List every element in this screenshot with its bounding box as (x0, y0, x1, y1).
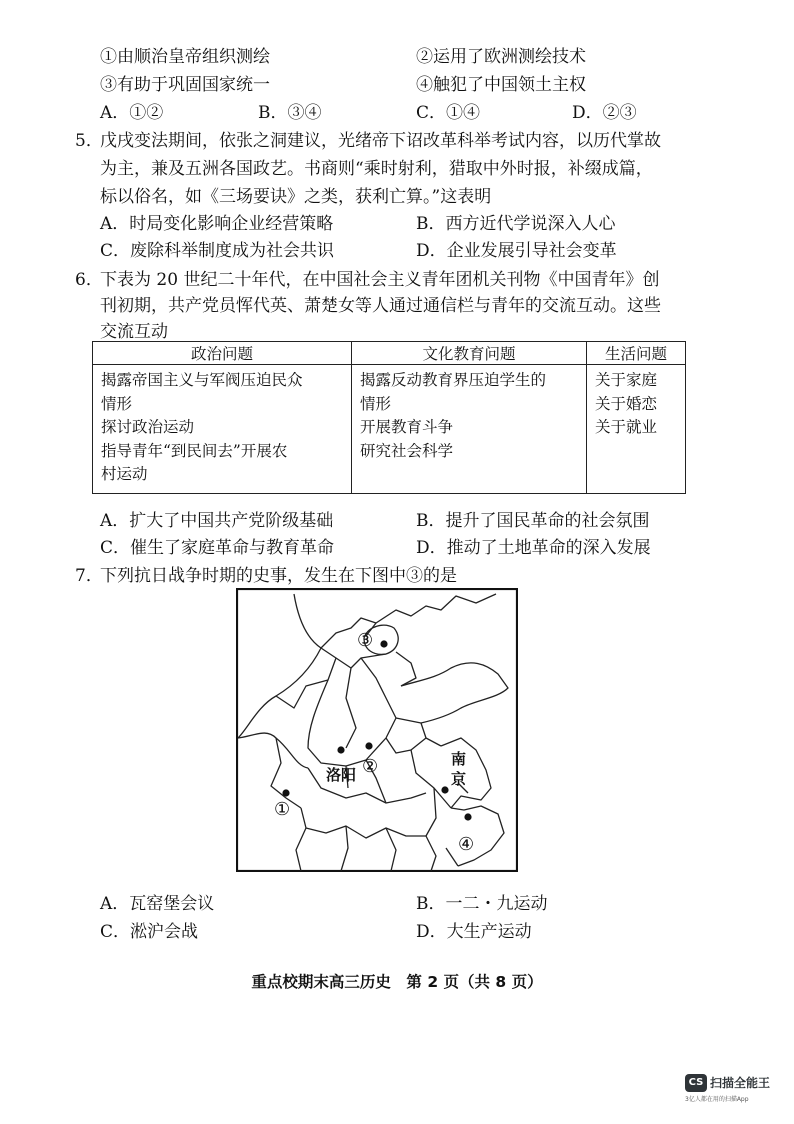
q5-option-d[interactable]: D．企业发展引导社会变革 (416, 241, 617, 261)
table-header-life: 生活问题 (587, 342, 686, 365)
q5-option-c[interactable]: C．废除科举制度成为社会共识 (100, 241, 335, 261)
table-cell-life (587, 365, 686, 494)
table-header-politics: 政治问题 (93, 342, 352, 365)
cell-line: 关于就业 (595, 418, 658, 436)
cell-line: 村运动 (101, 465, 148, 483)
map-label-nanjing-2: 京 (451, 770, 467, 788)
map-point-nanjing (441, 786, 448, 793)
camscanner-logo-icon: CS (685, 1074, 707, 1092)
map-label-nanjing-1: 南 (451, 750, 467, 768)
q7-stem-line-1: 下列抗日战争时期的史事，发生在下图中③的是 (100, 566, 457, 586)
map-point-luoyang (337, 746, 344, 753)
q4-option-b[interactable]: B．③④ (258, 103, 322, 123)
cell-line: 探讨政治运动 (101, 418, 195, 436)
cell-line: 情形 (101, 394, 133, 413)
q5-number: 5． (75, 131, 103, 151)
q5-stem-line-1: 戊戌变法期间，依张之洞建议，光绪帝下诏改革科举考试内容，以历代掌故 (100, 131, 661, 151)
cell-line: 关于婚恋 (595, 394, 658, 413)
q5-stem-line-3: 标以俗名，如《三场要诀》之类，获利亡算。”这表明 (100, 187, 492, 207)
table-cell-culture-education (352, 365, 587, 494)
q6-stem-line-1: 下表为 20 世纪二十年代，在中国社会主义青年团机关刊物《中国青年》创 (100, 270, 660, 290)
scanner-tagline: 3亿人都在用的扫描App (685, 1096, 749, 1103)
q6-table (92, 341, 686, 494)
cell-line: 关于家庭 (595, 371, 658, 389)
table-cell-politics (93, 365, 352, 494)
q5-option-b[interactable]: B．西方近代学说深入人心 (416, 214, 616, 234)
q7-option-a[interactable]: A．瓦窑堡会议 (100, 894, 215, 914)
cell-line: 研究社会科学 (360, 441, 454, 460)
q7-number: 7． (75, 566, 103, 586)
map-point-2 (365, 742, 372, 749)
q6-number: 6． (75, 270, 103, 290)
q4-statement-2: ②运用了欧洲测绘技术 (416, 47, 586, 67)
q7-option-b[interactable]: B．一二・九运动 (416, 894, 548, 914)
map-label-3: ③ (357, 630, 374, 651)
map-point-4 (464, 813, 471, 820)
map-frame (237, 589, 517, 871)
q7-map (236, 588, 518, 872)
q4-statement-1: ①由顺治皇帝组织测绘 (100, 47, 270, 67)
cell-line: 揭露反动教育界压迫学生的 (360, 371, 547, 389)
table-header-row (93, 342, 686, 365)
q5-stem-line-2: 为主，兼及五洲各国政艺。书商则“乘时射利，猎取中外时报，补缀成篇， (100, 159, 653, 179)
table-row (93, 365, 686, 494)
cell-line: 情形 (360, 394, 392, 413)
scanner-app-name: 扫描全能王 (710, 1076, 771, 1090)
q4-statement-3: ③有助于巩固国家统一 (100, 75, 270, 95)
map-label-luoyang: 洛阳 (326, 766, 357, 784)
q6-option-d[interactable]: D．推动了土地革命的深入发展 (416, 538, 651, 558)
q4-statement-4: ④触犯了中国领土主权 (416, 75, 586, 95)
map-label-1: ① (274, 799, 291, 820)
cell-line: 揭露帝国主义与军阀压迫民众 (101, 371, 303, 389)
q7-option-c[interactable]: C．淞沪会战 (100, 922, 199, 942)
q6-stem-line-2: 刊初期，共产党员恽代英、萧楚女等人通过通信栏与青年的交流互动。这些 (100, 296, 661, 316)
map-point-3 (380, 640, 387, 647)
table-header-culture-education: 文化教育问题 (352, 342, 587, 365)
q6-option-c[interactable]: C．催生了家庭革命与教育革命 (100, 538, 335, 558)
q4-option-a[interactable]: A．①② (100, 103, 164, 123)
q6-stem-line-3: 交流互动 (100, 322, 168, 342)
map-label-4: ④ (458, 834, 475, 855)
page-footer: 重点校期末高三历史 第 2 页（共 8 页） (251, 973, 543, 991)
q7-option-d[interactable]: D．大生产运动 (416, 922, 532, 942)
q6-option-b[interactable]: B．提升了国民革命的社会氛围 (416, 511, 650, 531)
map-point-1 (282, 789, 289, 796)
cell-line: 指导青年“到民间去”开展农 (101, 441, 288, 460)
q4-option-c[interactable]: C．①④ (416, 103, 481, 123)
map-label-2: ② (362, 756, 379, 777)
q6-option-a[interactable]: A．扩大了中国共产党阶级基础 (100, 511, 334, 531)
cell-line: 开展教育斗争 (360, 418, 454, 436)
q4-option-d[interactable]: D．②③ (572, 103, 637, 123)
q5-option-a[interactable]: A．时局变化影响企业经营策略 (100, 214, 334, 234)
scanner-badge (685, 1072, 771, 1103)
